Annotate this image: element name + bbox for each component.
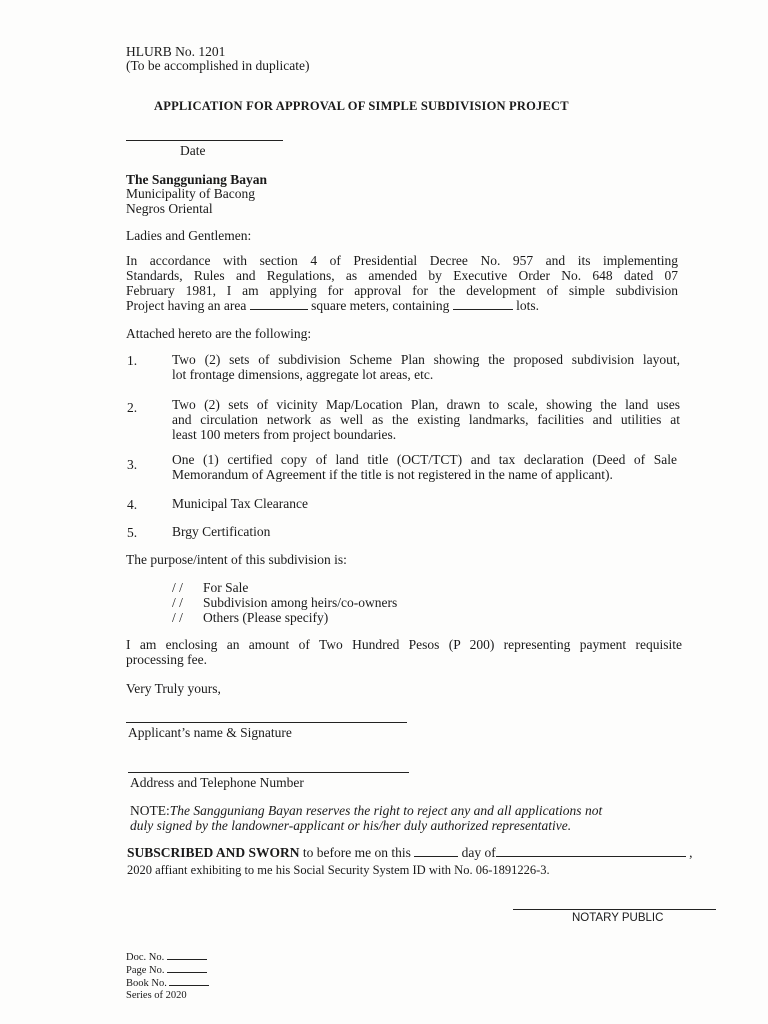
payment-paragraph: I am enclosing an amount of Two Hundred Pesos (P 200) representing payment requisite processing fee. (126, 637, 682, 667)
series: Series of 2020 (126, 990, 187, 1001)
addressee-line2: Negros Oriental (126, 201, 213, 216)
book-no-blank[interactable] (169, 976, 209, 986)
purpose-label: The purpose/intent of this subdivision is: (126, 552, 347, 567)
item-number: 3. (127, 457, 138, 472)
notary-signature-line[interactable] (513, 909, 716, 910)
purpose-checkbox-heirs[interactable]: / / (172, 595, 183, 610)
address-line[interactable] (128, 772, 409, 773)
address-label: Address and Telephone Number (130, 775, 304, 790)
item-number: 4. (127, 497, 138, 512)
lots-blank[interactable] (453, 298, 513, 310)
date-label: Date (180, 143, 206, 158)
purpose-label-sale: For Sale (203, 580, 249, 595)
intro-line4: Project having an area square meters, containing lots. (126, 298, 540, 313)
area-blank[interactable] (250, 298, 308, 310)
item-1: Two (2) sets of subdivision Scheme Plan showing the proposed subdivision layout, lot frontage dimensions, aggregate lot areas, etc. (172, 352, 680, 382)
book-no: Book No. (126, 976, 209, 990)
item-2: Two (2) sets of vicinity Map/Location Plan, drawn to scale, showing the land uses and circulation network as well as the existing landmarks, facilities and utilities at least 100 meters from project boundaries. (172, 397, 680, 442)
salutation: Ladies and Gentlemen: (126, 228, 252, 243)
form-number: HLURB No. 1201 (126, 44, 226, 59)
jurat-line1: SUBSCRIBED AND SWORN to before me on this day of , (127, 845, 693, 860)
item-5: Brgy Certification (172, 524, 271, 539)
item-number: 2. (127, 400, 138, 415)
item-number: 1. (127, 353, 138, 368)
item-number: 5. (127, 525, 138, 540)
document-title: APPLICATION FOR APPROVAL OF SIMPLE SUBDIVISION PROJECT (154, 99, 569, 113)
page-no: Page No. (126, 963, 207, 977)
attached-label: Attached hereto are the following: (126, 326, 312, 341)
form-instruction: (To be accomplished in duplicate) (126, 58, 310, 73)
intro-paragraph (126, 253, 678, 313)
date-line (126, 140, 283, 141)
item-3: One (1) certified copy of land title (OCT/TCT) and tax declaration (Deed of Sale Memorandum of Agreement if the title is not registered in the name of applicant). (172, 452, 677, 482)
purpose-label-others: Others (Please specify) (203, 610, 329, 625)
addressee-line1: Municipality of Bacong (126, 186, 255, 201)
addressee-name: The Sangguniang Bayan (126, 172, 268, 187)
purpose-checkbox-others[interactable]: / / (172, 610, 183, 625)
item-4: Municipal Tax Clearance (172, 496, 309, 511)
month-blank[interactable] (496, 845, 686, 857)
purpose-label-heirs: Subdivision among heirs/co-owners (203, 595, 398, 610)
intro-line1: In accordance with section 4 of Presidential Decree No. 957 and its implementing (126, 253, 678, 268)
purpose-checkbox-sale[interactable]: / / (172, 580, 183, 595)
doc-no-blank[interactable] (167, 950, 207, 960)
note-line1: NOTE:The Sangguniang Bayan reserves the right to reject any and all applications not (130, 803, 603, 818)
intro-line2: Standards, Rules and Regulations, as amended by Executive Order No. 648 dated 07 (126, 268, 678, 283)
notary-label: NOTARY PUBLIC (572, 912, 664, 924)
page-no-blank[interactable] (167, 963, 207, 973)
jurat-line2: 2020 affiant exhibiting to me his Social Security System ID with No. 06-1891226-3. (127, 863, 550, 877)
intro-line3: February 1981, I am applying for approval for the development of simple subdivision (126, 283, 678, 298)
signature-label: Applicant’s name & Signature (128, 725, 292, 740)
signature-line[interactable] (126, 722, 407, 723)
note-line2: duly signed by the landowner-applicant or his/her duly authorized representative. (130, 818, 572, 833)
closing: Very Truly yours, (126, 681, 221, 696)
day-blank[interactable] (414, 845, 458, 857)
doc-no: Doc. No. (126, 950, 207, 964)
